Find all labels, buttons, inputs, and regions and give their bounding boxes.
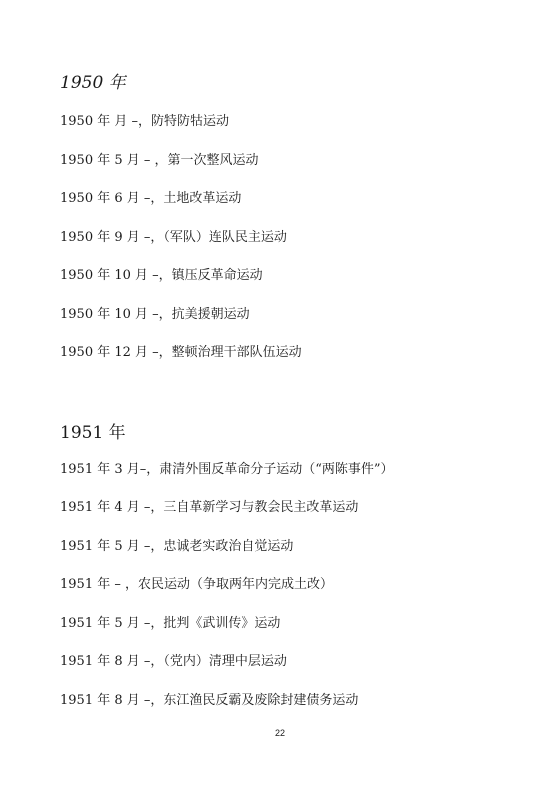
list-item: 1950 年 9 月 –，（军队）连队民主运动 <box>60 230 287 245</box>
list-item: 1950 年 5 月 – ，第一次整风运动 <box>60 153 259 168</box>
list-item: 1951 年 8 月 –，（党内）清理中层运动 <box>60 654 287 669</box>
section-heading-1951: 1951 年 <box>60 423 126 443</box>
list-item: 1951 年 – ，农民运动（争取两年内完成土改） <box>60 577 333 592</box>
list-item: 1950 年 6 月 –，土地改革运动 <box>60 191 242 206</box>
list-item: 1951 年 4 月 –，三自革新学习与教会民主改革运动 <box>60 500 359 515</box>
list-item: 1950 年 10 月 –，镇压反革命运动 <box>60 268 263 283</box>
section-heading-1950: 1950 年 <box>60 73 126 93</box>
list-item: 1951 年 3 月–，肃清外围反革命分子运动（“两陈事件”） <box>60 462 394 477</box>
list-item: 1950 年 10 月 –，抗美援朝运动 <box>60 307 250 322</box>
list-item: 1950 年 月 –，防特防牯运动 <box>60 114 229 129</box>
list-item: 1951 年 8 月 –，东江渔民反霸及废除封建债务运动 <box>60 693 359 708</box>
list-item: 1951 年 5 月 –，忠诚老实政治自觉运动 <box>60 539 294 554</box>
list-item: 1950 年 12 月 –，整顿治理干部队伍运动 <box>60 345 302 360</box>
list-item: 1951 年 5 月 –，批判《武训传》运动 <box>60 616 281 631</box>
page-number: 22 <box>274 728 285 738</box>
